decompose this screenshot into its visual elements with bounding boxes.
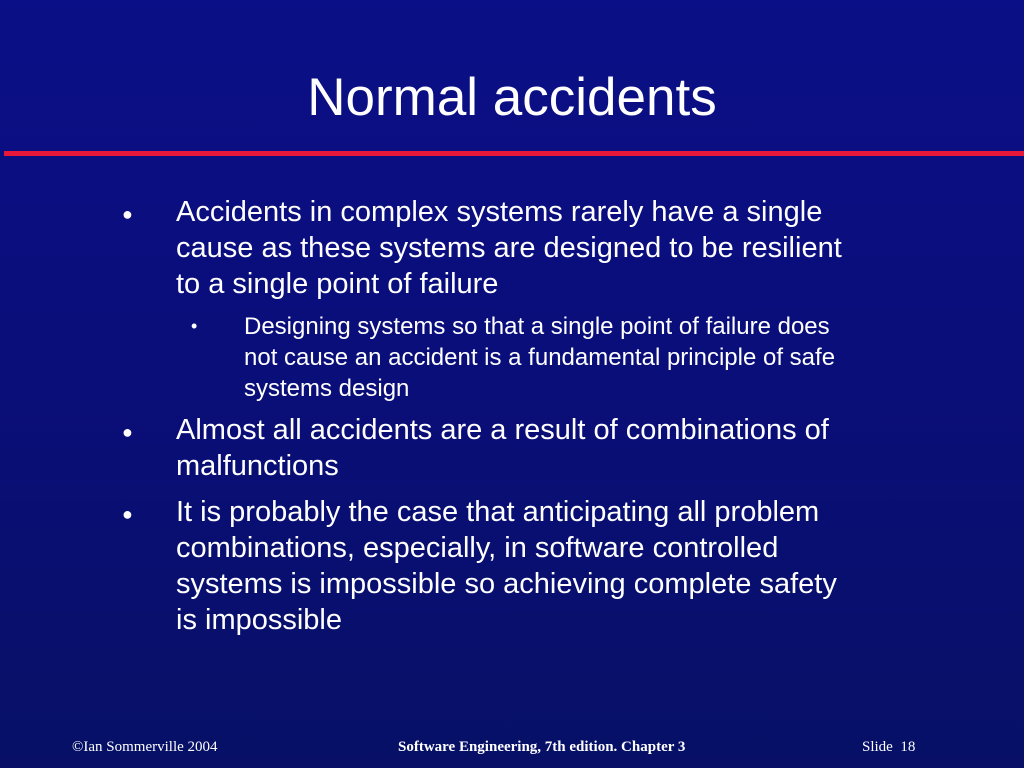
slide-title: Normal accidents <box>307 68 717 127</box>
bullet-line: malfunctions <box>176 450 339 482</box>
bullet-marker: ● <box>122 422 133 442</box>
bullet-line: systems is impossible so achieving complete safety <box>176 568 837 600</box>
bullet-line: cause as these systems are designed to be resilient <box>176 232 842 264</box>
footer-slide-number: Slide 18 <box>862 739 916 755</box>
bullet-marker: ● <box>122 504 133 524</box>
bullet-line: combinations, especially, in software controlled <box>176 532 779 564</box>
sub-bullet-line: not cause an accident is a fundamental principle of safe <box>244 344 836 371</box>
sub-bullet-line: systems design <box>244 375 410 402</box>
sub-bullet-line: Designing systems so that a single point of failure does <box>244 313 830 340</box>
bullet-line: Accidents in complex systems rarely have a single <box>176 196 823 228</box>
bullet-marker: ● <box>122 204 133 224</box>
bullet-line: to a single point of failure <box>176 268 499 300</box>
footer-copyright: ©Ian Sommerville 2004 <box>72 739 218 755</box>
footer-book-title: Software Engineering, 7th edition. Chapter 3 <box>398 739 686 755</box>
sub-bullet-marker: • <box>191 316 198 336</box>
bullet-line: is impossible <box>176 604 342 636</box>
bullet-line: It is probably the case that anticipating all problem <box>176 496 820 528</box>
bullet-line: Almost all accidents are a result of combinations of <box>176 414 829 446</box>
